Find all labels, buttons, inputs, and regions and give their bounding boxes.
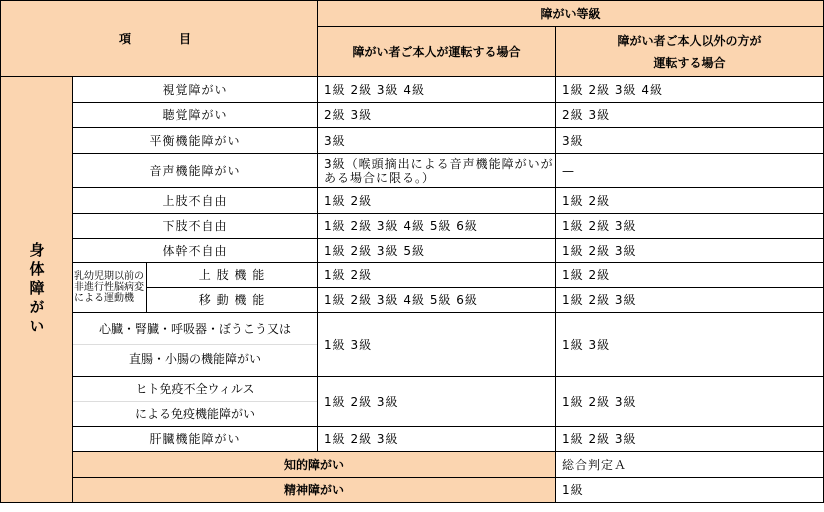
item-liver: 肝臓機能障がい <box>73 427 318 452</box>
other-hiv: 1級 2級 3級 <box>556 377 824 427</box>
other-voice: — <box>556 154 824 188</box>
self-mental: 1級 <box>556 478 824 503</box>
other-infant-upper: 1級 2級 <box>556 263 824 288</box>
self-intellectual: 総合判定Ａ <box>556 452 824 478</box>
item-internal-organs-line1: 心臓・腎臓・呼吸器・ぼうこう又は <box>99 322 292 336</box>
self-visual: 1級 2級 3級 4級 <box>318 77 556 103</box>
other-visual: 1級 2級 3級 4級 <box>556 77 824 103</box>
self-hiv: 1級 2級 3級 <box>318 377 556 427</box>
self-balance: 3級 <box>318 128 556 154</box>
other-lower-limb: 1級 2級 3級 <box>556 214 824 239</box>
item-lower-limb: 下肢不自由 <box>73 214 318 239</box>
category-mental: 精神障がい <box>73 478 556 503</box>
header-self-driving: 障がい者ご本人が運転する場合 <box>318 27 556 77</box>
item-infant-cerebral-group: 乳幼児期以前の非進行性脳病変による運動機 <box>73 263 147 313</box>
category-physical: 身体障がい <box>1 77 73 503</box>
other-infant-mobility: 1級 2級 3級 <box>556 288 824 313</box>
item-hiv-line1: ヒト免疫不全ウィルス <box>135 382 255 396</box>
self-voice: 3級（喉頭摘出による音声機能障がいがある場合に限る。） <box>318 154 556 188</box>
item-balance: 平衡機能障がい <box>73 128 318 154</box>
self-internal-organs: 1級 3級 <box>318 313 556 377</box>
item-infant-mobility: 移 動 機 能 <box>147 288 318 313</box>
item-internal-organs-line2: 直腸・小腸の機能障がい <box>73 344 317 374</box>
item-visual: 視覚障がい <box>73 77 318 103</box>
self-liver: 1級 2級 3級 <box>318 427 556 452</box>
other-upper-limb: 1級 2級 <box>556 188 824 214</box>
other-trunk: 1級 2級 3級 <box>556 239 824 263</box>
other-balance: 3級 <box>556 128 824 154</box>
other-liver: 1級 2級 3級 <box>556 427 824 452</box>
header-other-driving <box>556 27 824 77</box>
item-trunk: 体幹不自由 <box>73 239 318 263</box>
self-lower-limb: 1級 2級 3級 4級 5級 6級 <box>318 214 556 239</box>
item-internal-organs <box>73 313 318 377</box>
item-hearing: 聴覚障がい <box>73 103 318 128</box>
self-infant-upper: 1級 2級 <box>318 263 556 288</box>
header-other-line2: 運転する場合 <box>653 55 726 70</box>
item-hiv-line2: による免疫機能障がい <box>73 401 317 426</box>
self-trunk: 1級 2級 3級 5級 <box>318 239 556 263</box>
category-intellectual: 知的障がい <box>73 452 556 478</box>
self-infant-mobility: 1級 2級 3級 4級 5級 6級 <box>318 288 556 313</box>
header-other-line1: 障がい者ご本人以外の方が <box>617 33 762 48</box>
other-hearing: 2級 3級 <box>556 103 824 128</box>
item-infant-upper: 上 肢 機 能 <box>147 263 318 288</box>
other-internal-organs: 1級 3級 <box>556 313 824 377</box>
item-upper-limb: 上肢不自由 <box>73 188 318 214</box>
self-upper-limb: 1級 2級 <box>318 188 556 214</box>
item-hiv <box>73 377 318 427</box>
header-item: 項 目 <box>1 1 318 77</box>
self-hearing: 2級 3級 <box>318 103 556 128</box>
header-grade-group: 障がい等級 <box>318 1 824 27</box>
item-voice: 音声機能障がい <box>73 154 318 188</box>
